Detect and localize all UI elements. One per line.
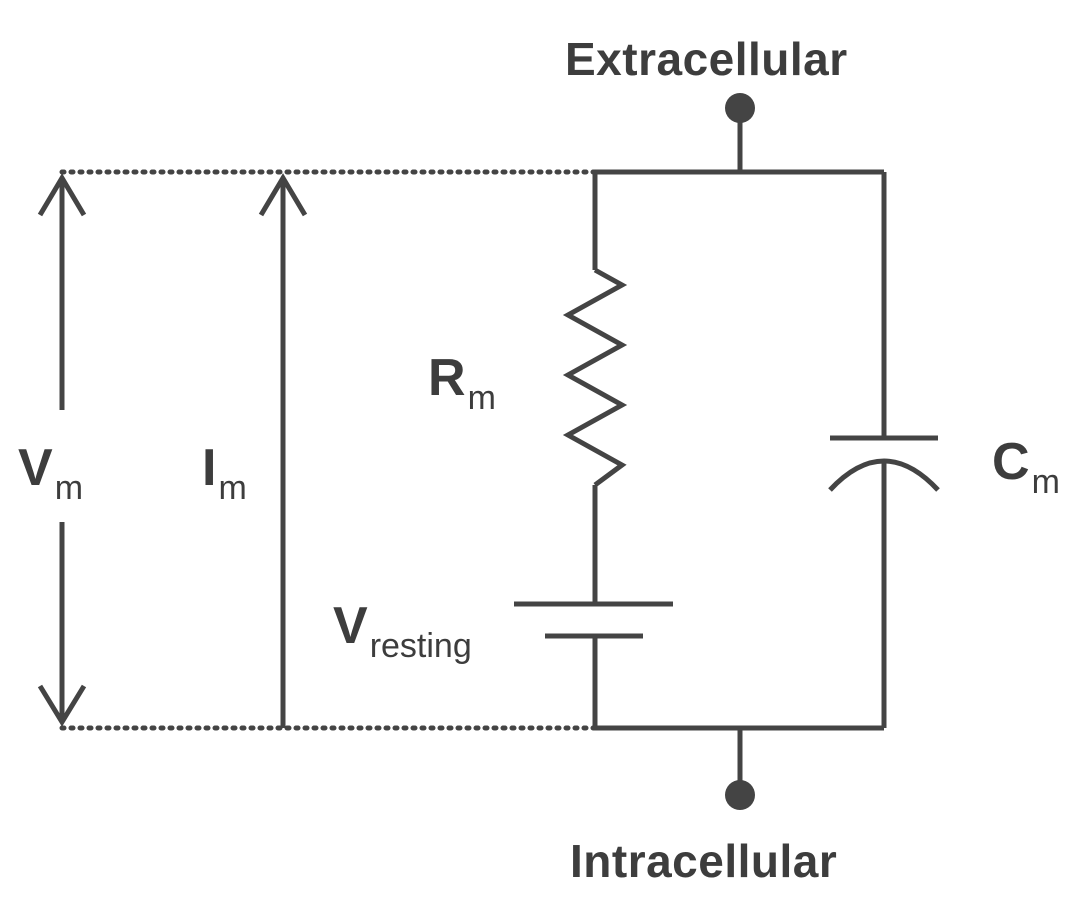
vresting-label-main: V [333,597,368,655]
vm-label-main: V [18,439,53,497]
vm-label [18,439,84,507]
im-label-sub: m [218,468,247,507]
vresting-label [333,597,472,665]
rm-label [428,349,496,417]
im-label-main: I [202,439,217,497]
cm-label [992,433,1060,501]
rm-label-sub: m [467,378,496,417]
cm-label-main: C [992,433,1030,491]
vm-label-sub: m [54,468,84,507]
vresting-label-sub: resting [369,626,472,665]
extracellular-label: Extracellular [565,33,848,85]
resistor-symbol [568,270,622,485]
im-label [202,439,247,507]
rm-label-main: R [428,349,466,407]
intracellular-label: Intracellular [570,835,838,887]
intracellular-terminal [725,780,755,810]
cm-label-sub: m [1031,462,1060,501]
